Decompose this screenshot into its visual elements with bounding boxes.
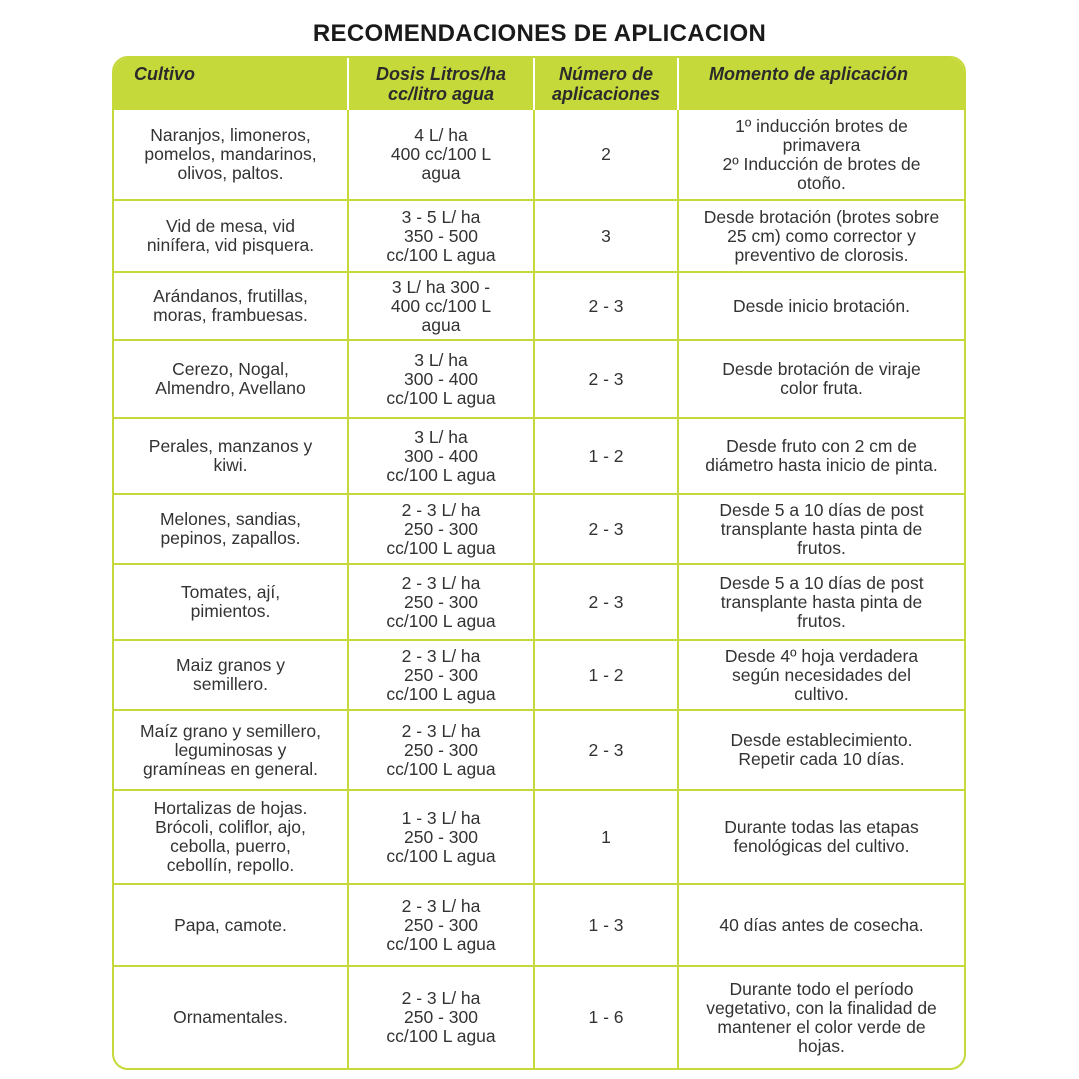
- cell-dosis: 1 - 3 L/ ha 250 - 300 cc/100 L agua: [348, 790, 534, 884]
- cell-numero: 2 - 3: [534, 340, 678, 418]
- header-numero: Número de aplicaciones: [534, 58, 678, 110]
- cell-cultivo: Melones, sandias, pepinos, zapallos.: [114, 494, 348, 564]
- cell-cultivo: Naranjos, limoneros, pomelos, mandarinos, olivos, paltos.: [114, 110, 348, 200]
- cell-numero: 2 - 3: [534, 272, 678, 340]
- cell-momento: Desde fruto con 2 cm de diámetro hasta inicio de pinta.: [678, 418, 964, 494]
- cell-momento: Desde inicio brotación.: [678, 272, 964, 340]
- cell-momento: Durante todas las etapas fenológicas del cultivo.: [678, 790, 964, 884]
- cell-numero: 2: [534, 110, 678, 200]
- cell-numero: 2 - 3: [534, 710, 678, 790]
- cell-dosis: 2 - 3 L/ ha 250 - 300 cc/100 L agua: [348, 564, 534, 640]
- cell-momento: 1º inducción brotes de primavera 2º Inducción de brotes de otoño.: [678, 110, 964, 200]
- recommendations-table-frame: [112, 56, 966, 1070]
- cell-numero: 1 - 2: [534, 640, 678, 710]
- table-row: [114, 640, 964, 710]
- table-row: [114, 790, 964, 884]
- cell-cultivo: Papa, camote.: [114, 884, 348, 966]
- cell-momento: Desde establecimiento. Repetir cada 10 días.: [678, 710, 964, 790]
- cell-momento: Desde 4º hoja verdadera según necesidades del cultivo.: [678, 640, 964, 710]
- cell-momento: Desde brotación de viraje color fruta.: [678, 340, 964, 418]
- header-cultivo: Cultivo: [114, 58, 348, 110]
- table-row: [114, 110, 964, 200]
- page-title: RECOMENDACIONES DE APLICACION: [312, 20, 767, 47]
- cell-numero: 1 - 6: [534, 966, 678, 1068]
- cell-cultivo: Vid de mesa, vid ninífera, vid pisquera.: [114, 200, 348, 272]
- cell-momento: 40 días antes de cosecha.: [678, 884, 964, 966]
- cell-dosis: 2 - 3 L/ ha 250 - 300 cc/100 L agua: [348, 640, 534, 710]
- cell-cultivo: Ornamentales.: [114, 966, 348, 1068]
- cell-momento: Durante todo el período vegetativo, con la finalidad de mantener el color verde de hojas.: [706, 978, 937, 1056]
- cell-momento: Desde 5 a 10 días de post transplante hasta pinta de frutos.: [678, 564, 964, 640]
- table-row: [114, 494, 964, 564]
- cell-numero: 3: [534, 200, 678, 272]
- cell-cultivo: Cerezo, Nogal, Almendro, Avellano: [114, 340, 348, 418]
- cell-cultivo: Perales, manzanos y kiwi.: [114, 418, 348, 494]
- cell-dosis: 3 L/ ha 300 - 400 cc/100 L agua: [348, 272, 534, 340]
- cell-dosis: 2 - 3 L/ ha 250 - 300 cc/100 L agua: [348, 966, 534, 1068]
- cell-numero: 1 - 2: [534, 418, 678, 494]
- table-row: [114, 564, 964, 640]
- cell-cultivo: Maíz grano y semillero, leguminosas y gramíneas en general.: [114, 710, 348, 790]
- cell-numero: 1: [534, 790, 678, 884]
- cell-dosis: 3 L/ ha 300 - 400 cc/100 L agua: [348, 340, 534, 418]
- table-row: [114, 272, 964, 340]
- table-row: [114, 340, 964, 418]
- table-row: [114, 710, 964, 790]
- header-dosis: Dosis Litros/ha cc/litro agua: [348, 58, 534, 110]
- header-momento: Momento de aplicación: [678, 58, 964, 110]
- cell-dosis: 4 L/ ha 400 cc/100 L agua: [348, 110, 534, 200]
- cell-momento: Desde 5 a 10 días de post transplante hasta pinta de frutos.: [678, 494, 964, 564]
- cell-dosis: 2 - 3 L/ ha 250 - 300 cc/100 L agua: [348, 494, 534, 564]
- cell-cultivo: Maiz granos y semillero.: [114, 640, 348, 710]
- cell-cultivo: Hortalizas de hojas. Brócoli, coliflor, ajo, cebolla, puerro, cebollín, repollo.: [114, 790, 348, 884]
- table-row: [114, 966, 964, 1068]
- cell-dosis: 3 L/ ha 300 - 400 cc/100 L agua: [348, 418, 534, 494]
- cell-dosis: 2 - 3 L/ ha 250 - 300 cc/100 L agua: [348, 884, 534, 966]
- recommendations-table: [114, 58, 964, 1068]
- table-row: [114, 418, 964, 494]
- table-row: [114, 884, 964, 966]
- cell-dosis: 3 - 5 L/ ha 350 - 500 cc/100 L agua: [348, 200, 534, 272]
- header-row: [114, 58, 964, 110]
- cell-momento: Desde brotación (brotes sobre 25 cm) como corrector y preventivo de clorosis.: [678, 200, 964, 272]
- cell-numero: 2 - 3: [534, 564, 678, 640]
- cell-dosis: 2 - 3 L/ ha 250 - 300 cc/100 L agua: [348, 710, 534, 790]
- cell-cultivo: Arándanos, frutillas, moras, frambuesas.: [114, 272, 348, 340]
- table-row: [114, 200, 964, 272]
- cell-numero: 2 - 3: [534, 494, 678, 564]
- cell-numero: 1 - 3: [534, 884, 678, 966]
- cell-cultivo: Tomates, ají, pimientos.: [114, 564, 348, 640]
